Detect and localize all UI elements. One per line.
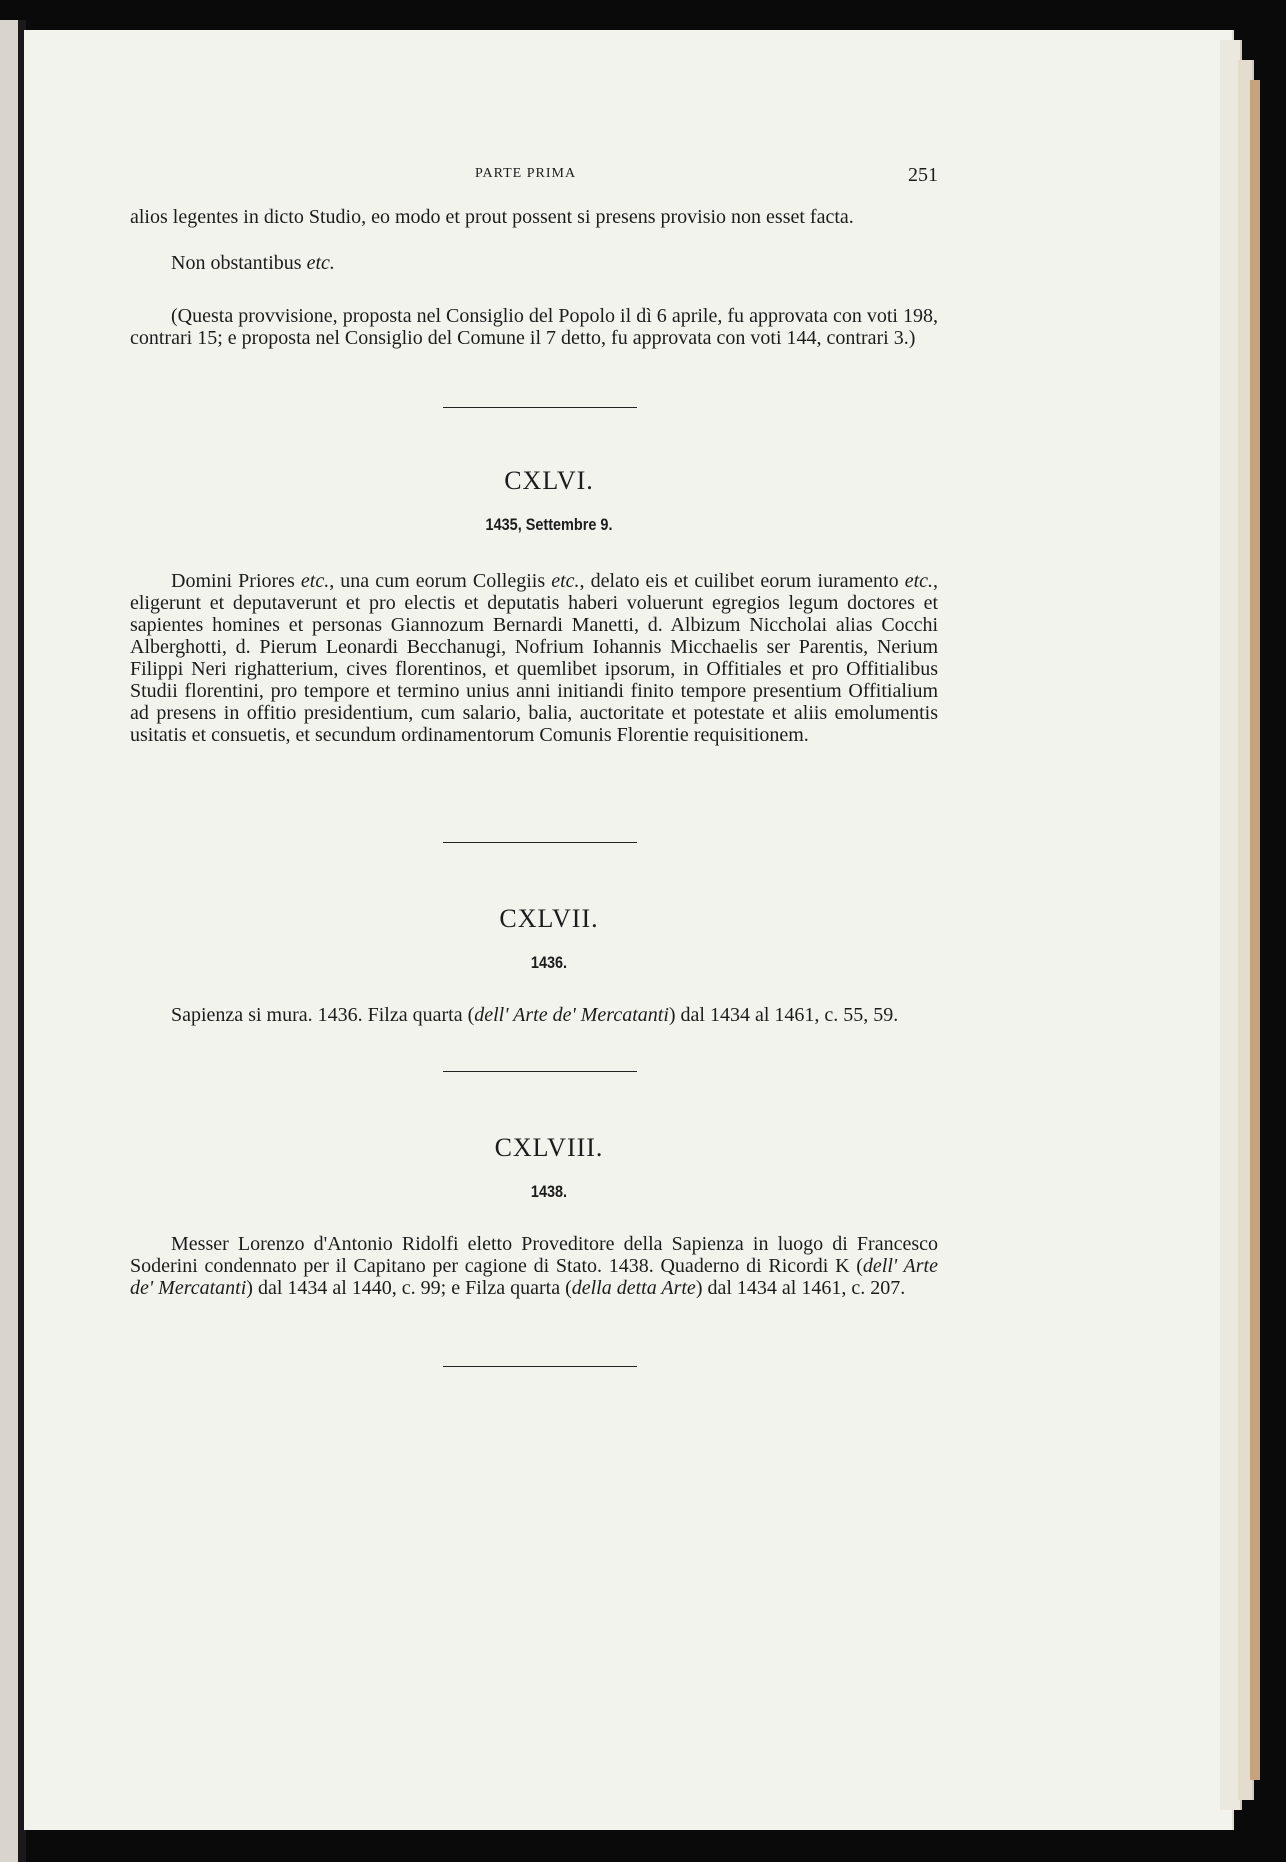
document-date: 1438. <box>530 1182 568 1201</box>
opening-text: alios legentes in dicto Studio, eo modo et prout possent si presens provisio non esset facta. <box>130 206 854 228</box>
non-obstantibus-etc: etc. <box>306 252 335 274</box>
section-divider <box>130 842 938 843</box>
document-number: CXLVIII. <box>494 1133 604 1162</box>
document-text: Sapienza si mura. 1436. Filza quarta (dell' Arte de' Mercatanti) dal 1434 al 1461, c. 55, 59. <box>171 1004 899 1026</box>
document-cxlvi <box>130 466 938 746</box>
document-number: CXLVI. <box>504 466 594 495</box>
page-edge <box>1250 80 1260 1780</box>
document-date: 1435, Settembre 9. <box>485 515 613 534</box>
section-divider <box>130 1366 938 1367</box>
provision-note-text: (Questa provvisione, proposta nel Consiglio del Popolo il dì 6 aprile, fu approvata con voti 198, contrari 15; e proposta nel Consiglio del Comune il 7 detto, fu approvata con voti 144, contrari 3.) <box>130 305 938 349</box>
page-number: 251 <box>908 164 938 186</box>
opening-paragraph <box>130 206 938 228</box>
document-text: Messer Lorenzo d'Antonio Ridolfi eletto Proveditore della Sapienza in luogo di Francesco Soderini condennato per il Capitano per cagione di Stato. 1438. Quaderno di Ricordi K (dell' Arte de' Mercatanti) dal 1434 al 1440, c. 99; e Filza quarta (della detta Arte) dal 1434 al 1461, c. 207. <box>130 1233 938 1299</box>
document-date: 1436. <box>530 953 568 972</box>
document-number: CXLVII. <box>499 904 599 933</box>
document-cxlviii <box>130 1133 938 1299</box>
non-obstantibus-text: Non obstantibus <box>171 252 302 274</box>
running-head: PARTE PRIMA <box>475 166 577 181</box>
document-text: Domini Priores etc., una cum eorum Collegiis etc., delato eis et cuilibet eorum iuramento etc., eligerunt et deputaverunt et pro electis et deputatis haberi voluerunt egregios legum doctores et sapientes homines et personas Giannozum Bernardi Manetti, d. Albizum Niccholai alias Cocchi Alberghotti, d. Pierum Leonardi Becchanugi, Nofrium Iohannis Micchaelis ser Parentis, Nerium Filippi Neri righatterium, cives florentinos, et quemlibet ipsorum, in Offitiales et pro Offitialibus Studii florentini, pro tempore et termino unius anni initiandi finito tempore presentium Offitialium ad presens in offitio presidentium, cum salario, balia, auctoritate et potestate et aliis emolumentis usitatis et consuetis, et secundum ordinamentorum Comunis Florentie requisitionem. <box>130 570 938 746</box>
page-header <box>130 166 938 190</box>
section-divider <box>130 407 938 408</box>
document-cxlvii <box>130 904 938 1026</box>
provision-note <box>130 305 938 349</box>
non-obstantibus-line <box>130 252 938 274</box>
section-divider <box>130 1071 938 1072</box>
